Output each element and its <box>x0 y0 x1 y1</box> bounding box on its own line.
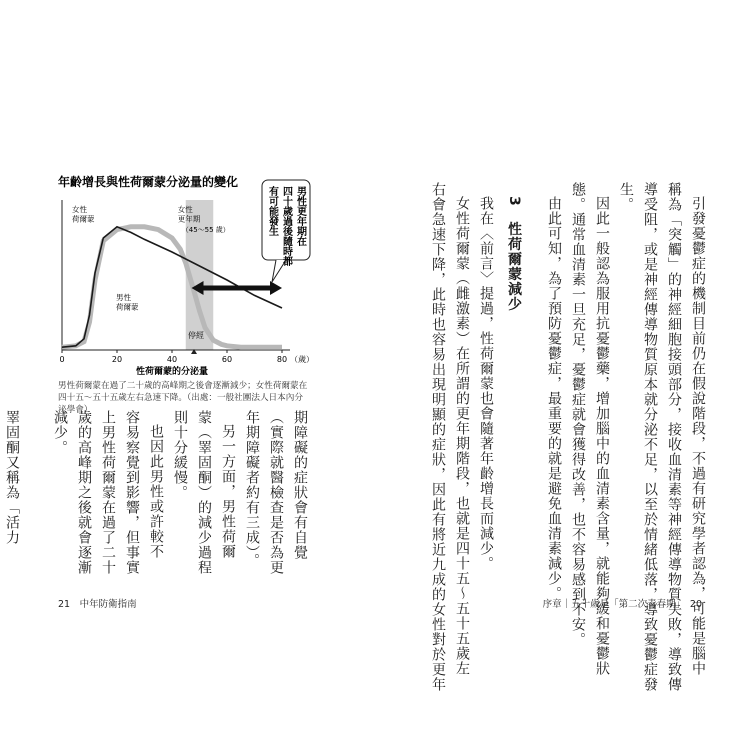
section-heading: 3 性荷爾蒙減少 <box>506 196 522 312</box>
x-ticks <box>59 350 314 375</box>
male-menopause-arrow-right <box>270 281 282 295</box>
body-column: 減少。 <box>52 410 68 455</box>
body-column: 由此可知，為了預防憂鬱症，最重要的就是避免血清素減少。 <box>546 196 562 601</box>
x-tick-label: 0 <box>59 355 65 364</box>
body-column: 上男性荷爾蒙在過了二十 <box>100 410 116 575</box>
hormone-chart <box>50 160 320 375</box>
x-tick-label: 40 <box>166 355 178 364</box>
body-column: 年期障礙者約有三成）。 <box>244 410 260 568</box>
x-unit-label: （歲） <box>290 355 314 364</box>
body-column: 右會急速下降，此時也容易出現明顯的症狀，因此有將近九成的女性對於更年 <box>430 182 446 692</box>
callout-text-line: 四十歲過後隨時都 <box>280 186 292 266</box>
body-column: 導受阻，或是神經傳導物質原本就分泌不足，以至於情緒低落，導致憂鬱症發 <box>642 182 658 692</box>
chart-title: 年齡增長與性荷爾蒙分泌量的變化 <box>58 175 239 189</box>
callout-text-line: 男性更年期在 <box>294 186 306 246</box>
body-column: 期障礙的症狀會有自覺 <box>292 410 308 560</box>
legend-female: 女性荷爾蒙 <box>72 205 95 224</box>
callout-text-line: 有可能發生 <box>266 186 278 236</box>
body-column: 另一方面，男性荷爾 <box>220 424 236 559</box>
body-column: 睪固酮又稱為「活力 <box>4 410 20 545</box>
body-column: 生。 <box>618 182 634 212</box>
body-column: 我在〈前言〉提過，性荷爾蒙也會隨著年齡增長而減少。 <box>478 196 494 571</box>
body-column: 女性荷爾蒙（雌激素）在所謂的更年期階段，也就是四十五〜五十五歲左 <box>454 196 470 676</box>
menopause-range-label: （45〜55 歲） <box>181 226 230 234</box>
body-column: 容易察覺到影響，但事實 <box>124 410 140 575</box>
x-tick-label: 80 <box>276 355 288 364</box>
menopause-label: 女性更年期 <box>177 205 201 224</box>
right-page-footer: 序章｜五十歲是「第二次青春期」 20 <box>542 599 702 610</box>
body-column: 態。通常血清素一旦充足，憂鬱症就會獲得改善，也不容易感到不安。 <box>570 182 586 647</box>
x-tick-label: 20 <box>111 355 123 364</box>
left-page-footer: 21 中年防衛指南 <box>58 599 137 610</box>
x-axis-label: 性荷爾蒙的分泌量 <box>135 367 209 375</box>
body-column: 引發憂鬱症的機制目前仍在假說階段，不過有研究學者認為，可能是腦中 <box>690 196 706 676</box>
figure-caption: 男性荷爾蒙在過了二十歲的高峰期之後會逐漸減少；女性荷爾蒙在四十五〜五十五歲左右急速下降。（出處：一般社團法人日本內分泌學會） <box>58 381 308 415</box>
body-column: 則十分緩慢。 <box>172 410 188 500</box>
body-column: 歲的高峰期之後就會逐漸 <box>76 410 92 575</box>
menopause-stop-label: 停經 <box>188 331 204 340</box>
legend-male: 男性荷爾蒙 <box>116 293 139 312</box>
body-column: 蒙（睪固酮）的減少過程 <box>196 410 212 575</box>
body-column: 也因此男性或許較不 <box>148 424 164 559</box>
x-tick-label: 60 <box>221 355 233 364</box>
body-column: （實際就醫檢查是否為更 <box>268 410 284 575</box>
body-column: 稱為「突觸」的神經細胞接頭部分，接收血清素等神經傳導物質失敗，導致傳 <box>666 182 682 692</box>
body-column: 因此一般認為服用抗憂鬱藥，增加腦中的血清素含量，就能夠緩和憂鬱狀 <box>594 196 610 676</box>
